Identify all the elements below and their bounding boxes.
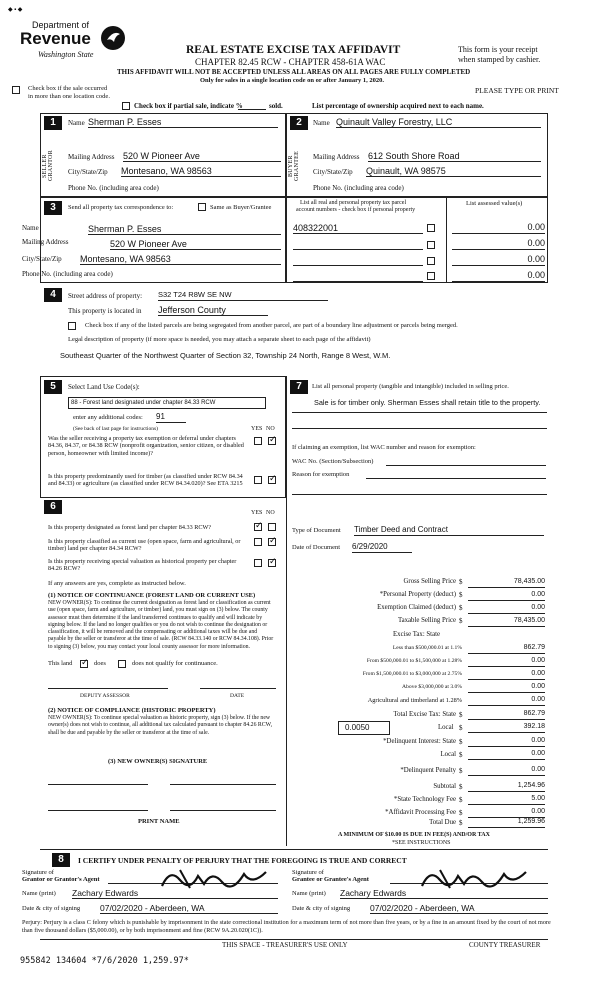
exemption-dollar-sign: $ — [459, 604, 463, 612]
see-instructions-note: *SEE INSTRUCTIONS — [392, 840, 451, 846]
notice-2-title: (2) NOTICE OF COMPLIANCE (HISTORIC PROPERTY) — [48, 707, 216, 714]
section-5-number: 5 — [44, 380, 62, 394]
s5-question-2: Is this property predominantly used for timber (as classified under RCW 84.34 and 84.33) or agriculture (as classified under RCW 84.34.020)? See ETA 3215 — [48, 473, 243, 487]
assessed-value-3[interactable]: 0.00 — [452, 254, 545, 266]
tech-dollar-sign: $ — [459, 796, 463, 804]
bracket-3000k-field[interactable]: 0.00 — [468, 670, 545, 680]
delinquent-local-field[interactable]: 0.00 — [468, 750, 545, 760]
s6-q3-no-checkbox[interactable] — [268, 559, 276, 567]
s6-q2-yes-checkbox[interactable] — [254, 538, 262, 546]
seller-address-field[interactable]: 520 W Pioneer Ave — [123, 151, 281, 162]
taxable-selling-field[interactable]: 78,435.00 — [468, 617, 545, 627]
send-correspondence-label: Send all property tax correspondence to: — [68, 204, 174, 211]
grantor-date-label: Date & city of signing — [22, 905, 81, 912]
subtotal-dollar-sign: $ — [459, 783, 463, 791]
partial-sale-label: Check box if partial sale, indicate % — [134, 102, 243, 110]
local-tax-label: Local — [438, 724, 454, 731]
assessed-value-2[interactable]: 0.00 — [452, 238, 545, 250]
section-8-number: 8 — [52, 853, 70, 867]
perjury-statement: Perjury: Perjury is a class C felony which is punishable by imprisonment in the state correctional institution for a maximum term of not more than five years, or by a fine in an amount fixed by the court of not more than five thousand dollars ($5,000.00), or by both imprisonment and fine (RCW 9A.20.020(1C)). — [22, 919, 551, 934]
personal-property-checkbox-3[interactable] — [427, 257, 435, 265]
s5-q1-yes-checkbox[interactable] — [254, 437, 262, 445]
section-2-number: 2 — [290, 116, 308, 130]
footer-rule — [40, 939, 548, 940]
local-dollar-sign: $ — [459, 724, 463, 732]
delinquent-state-field[interactable]: 0.00 — [468, 737, 545, 747]
print-name-line-2[interactable] — [170, 810, 276, 811]
s6-question-3: Is this property receiving special valuation as historical property per chapter 84.26 RCW? — [48, 558, 237, 572]
wac-label: WAC No. (Section/Subsection) — [292, 458, 374, 465]
personal-property-label: List all personal property (tangible and intangible) included in selling price. — [312, 383, 509, 390]
grantee-name-field[interactable]: Zachary Edwards — [340, 888, 548, 899]
grantor-name-field[interactable]: Zachary Edwards — [72, 888, 278, 899]
subtotal-label: Subtotal — [433, 783, 456, 790]
assessed-value-1[interactable]: 0.00 — [452, 222, 545, 234]
parcel-field-3[interactable] — [293, 256, 423, 266]
taxable-dollar-sign: $ — [459, 617, 463, 625]
notice-1-title: (1) NOTICE OF CONTINUANCE (FOREST LAND OR CURRENT USE) — [48, 592, 256, 599]
s6-yes-head: YES — [251, 510, 263, 516]
buyer-address-label: Mailing Address — [313, 153, 360, 161]
bracket-under-500k-field[interactable]: 862.79 — [468, 644, 545, 654]
s6-q1-yes-checkbox[interactable] — [254, 523, 262, 531]
delinquent-local-label: Local — [440, 751, 456, 758]
personal-property-checkbox-2[interactable] — [427, 241, 435, 249]
partial-percent-field[interactable] — [238, 102, 266, 110]
total-excise-state-label: Total Excise Tax: State — [393, 711, 456, 718]
document-date-label: Date of Document — [292, 544, 341, 551]
total-excise-state-field[interactable]: 862.79 — [468, 710, 545, 720]
seller-phone-label: Phone No. (including area code) — [68, 184, 159, 192]
deputy-date-line[interactable] — [200, 688, 276, 689]
notice-1-text: NEW OWNER(S): To continue the current designation as forest land or classification as current use (open space, farm and agriculture, or timber) land, you must sign on (3) below. The county assessor must then determine if the land transferred continues to qualify and will indicate by signing below. If the land no longer qualifies or you do not wish to continue the designation or classification, it will be removed and the compensating or additional taxes will be due and payable by the seller or transferor at the time of sale. (RCW 84.33.140 or RCW 84.34.108). Prior to signing (3) below, you may contact your local county assessor for more information. — [48, 600, 274, 650]
s6-question-1: Is this property designated as forest land per chapter 84.33 RCW? — [48, 524, 212, 531]
delinquent-state-label: *Delinquent Interest: State — [383, 738, 456, 745]
section-1-number: 1 — [44, 116, 62, 130]
grantor-date-field[interactable]: 07/02/2020 - Aberdeen, WA — [100, 903, 278, 914]
street-address-field[interactable]: S32 T24 R8W SE NW — [158, 290, 328, 301]
document-type-label: Type of Document — [292, 527, 341, 534]
new-owner-signature-line-2[interactable] — [170, 784, 276, 785]
grantor-signature-label-2: Grantor or Grantor's Agent — [22, 876, 100, 883]
grantee-signature-label-2: Grantee or Grantee's Agent — [292, 876, 369, 883]
ownership-note: List percentage of ownership acquired next to each name. — [312, 102, 484, 110]
agri-timber-field[interactable]: 0.00 — [468, 696, 545, 706]
tech-fee-field[interactable]: 5.00 — [468, 795, 545, 805]
partial-sale-checkbox[interactable] — [122, 102, 130, 110]
assessed-value-4[interactable]: 0.00 — [452, 270, 545, 282]
personal-property-checkbox-4[interactable] — [427, 272, 435, 280]
seller-name-label: Name — [68, 119, 85, 127]
dept-line3: Washington State — [38, 50, 94, 59]
exemption-claimed-label: Exemption Claimed (deduct) — [377, 604, 456, 611]
partial-sold-label: sold. — [269, 102, 283, 110]
delinq-local-dollar-sign: $ — [459, 751, 463, 759]
assessed-head: List assessed value(s) — [466, 200, 523, 207]
seller-address-label: Mailing Address — [68, 153, 115, 161]
reason-label: Reason for exemption — [292, 471, 350, 478]
grantor-name-label: Name (print) — [22, 890, 56, 897]
form-title: REAL ESTATE EXCISE TAX AFFIDAVIT — [186, 44, 401, 56]
s3-name-label: Name — [22, 224, 39, 232]
logo-marks: ◆ ▪ ◆ — [8, 7, 23, 13]
affidavit-fee-field[interactable]: 0.00 — [468, 808, 545, 818]
grantee-name-label: Name (print) — [292, 890, 326, 897]
s5-q2-yes-checkbox[interactable] — [254, 476, 262, 484]
see-back-note: (See back of last page for instructions) — [73, 426, 158, 432]
gross-selling-label: Gross Selling Price — [403, 578, 456, 585]
new-owner-signature-line-1[interactable] — [48, 784, 148, 785]
additional-codes-field[interactable]: 91 — [156, 412, 186, 423]
s3-city-field[interactable]: Montesano, WA 98563 — [80, 254, 281, 265]
s3-city-label: City/State/Zip — [22, 255, 62, 263]
buyer-city-field[interactable]: Quinault, WA 98575 — [366, 166, 541, 177]
multi-location-checkbox[interactable] — [12, 86, 20, 94]
personal-deduct-label: *Personal Property (deduct) — [379, 591, 456, 598]
s3-address-field[interactable]: 520 W Pioneer Ave — [110, 239, 281, 250]
exemption-label: If claiming an exemption, list WAC number and reason for exemption: — [292, 444, 476, 451]
s3-phone-label: Phone No. (including area code) — [22, 270, 113, 278]
document-date-field[interactable]: 6/29/2020 — [352, 542, 412, 553]
buyer-side-label: BUYER GRANTEE — [288, 150, 300, 182]
bracket-above-label: Above $3,000,000 at 3.0% — [402, 684, 462, 690]
grantee-date-label: Date & city of signing — [292, 905, 351, 912]
section-3-number: 3 — [44, 201, 62, 215]
seller-city-field[interactable]: Montesano, WA 98563 — [121, 166, 281, 177]
total-due-label: Total Due — [429, 819, 456, 826]
land-does-label: does — [94, 660, 106, 667]
additional-codes-label: enter any additional codes: — [73, 414, 143, 421]
form-chapter: CHAPTER 82.45 RCW - CHAPTER 458-61A WAC — [195, 57, 386, 67]
penalty-dollar-sign: $ — [459, 767, 463, 775]
revenue-swirl-icon — [101, 26, 125, 50]
county-field[interactable]: Jefferson County — [158, 305, 268, 316]
section-8-rule — [40, 849, 548, 850]
subtotal-field[interactable]: 1,254.96 — [468, 782, 545, 792]
deputy-assessor-label: DEPUTY ASSESSOR — [80, 693, 130, 699]
parcel-field-4[interactable] — [293, 272, 423, 282]
deputy-assessor-signature-line[interactable] — [48, 688, 168, 689]
s5-question-1: Was the seller receiving a property tax exemption or deferral under chapters 84.36, 84.37, or 84.38 RCW (nonprofit organization, senior citizen, or disabled person, homeowner with limited income)? — [48, 435, 244, 457]
delinq-state-dollar-sign: $ — [459, 738, 463, 746]
exemption-claimed-field[interactable]: 0.00 — [468, 604, 545, 614]
print-name-line-1[interactable] — [48, 810, 148, 811]
land-use-select[interactable]: 88 - Forest land designated under chapter 84.33 RCW — [68, 397, 266, 409]
completion-warning: THIS AFFIDAVIT WILL NOT BE ACCEPTED UNLESS ALL AREAS ON ALL PAGES ARE FULLY COMPLETED — [117, 68, 471, 76]
any-yes-note: If any answers are yes, complete as instructed below. — [48, 580, 186, 587]
total-state-dollar-sign: $ — [459, 711, 463, 719]
same-as-buyer-label: Same as Buyer/Grantee — [210, 204, 272, 211]
s6-no-head: NO — [266, 510, 275, 516]
gross-dollar-sign: $ — [459, 578, 463, 586]
print-name-label: PRINT NAME — [138, 818, 180, 825]
buyer-address-field[interactable]: 612 South Shore Road — [368, 151, 541, 162]
personal-property-line-2 — [292, 412, 547, 413]
notice-2-text: NEW OWNER(S): To continue special valuation as historic property, sign (3) below. If the new owner(s) does not wish to continue, all additional tax calculated pursuant to chapter 84.26 RCW, shall be due and payable by the seller or transferor at the time of sale. — [48, 715, 273, 736]
local-rate-box[interactable]: 0.0050 — [338, 721, 390, 735]
dept-line2: Revenue — [20, 29, 91, 48]
personal-deduct-field[interactable]: 0.00 — [468, 591, 545, 601]
land-does-not-checkbox[interactable] — [118, 660, 126, 668]
legal-description-field[interactable]: Southeast Quarter of the Northwest Quarter of Section 32, Township 24 North, Range 8 West, W.M. — [60, 351, 391, 360]
s6-question-2: Is this property classified as current use (open space, farm and agricultural, or timber) land per chapter 84.34 RCW? — [48, 538, 241, 552]
buyer-city-label: City/State/Zip — [313, 168, 353, 176]
s5-q1-no-checkbox[interactable] — [268, 437, 276, 445]
local-tax-field[interactable]: 392.18 — [468, 723, 545, 733]
county-treasurer-label: COUNTY TREASURER — [469, 941, 541, 949]
s5-q2-no-checkbox[interactable] — [268, 476, 276, 484]
personal-property-checkbox-1[interactable] — [427, 224, 435, 232]
bracket-1500k-field[interactable]: 0.00 — [468, 657, 545, 667]
treasurer-use-only: THIS SPACE - TREASURER'S USE ONLY — [222, 941, 348, 949]
multi-location-label-1: Check box if the sale occurred — [28, 85, 108, 92]
cashier-stamp: 955842 134604 *7/6/2020 1,259.97* — [20, 956, 189, 966]
grantee-date-field[interactable]: 07/02/2020 - Aberdeen, WA — [370, 903, 548, 914]
type-or-print: PLEASE TYPE OR PRINT — [475, 86, 559, 95]
only-for-note: Only for sales in a single location code on or after January 1, 2020. — [200, 77, 384, 84]
parcel-field-2[interactable] — [293, 240, 423, 250]
buyer-name-field[interactable]: Quinault Valley Forestry, LLC — [336, 117, 541, 128]
seller-city-label: City/State/Zip — [68, 168, 108, 176]
parcel-column-divider — [446, 197, 447, 283]
certify-statement: I CERTIFY UNDER PENALTY OF PERJURY THAT THE FOREGOING IS TRUE AND CORRECT — [78, 856, 407, 865]
affidavit-fee-label: *Affidavit Processing Fee — [385, 809, 456, 816]
s5-yes-head: YES — [251, 426, 263, 432]
document-type-field[interactable]: Timber Deed and Contract — [354, 525, 544, 536]
land-does-checkbox[interactable] — [80, 660, 88, 668]
section-7-number: 7 — [290, 380, 308, 394]
affidavit-dollar-sign: $ — [459, 809, 463, 817]
buyer-name-label: Name — [313, 119, 330, 127]
dor-logo — [4, 4, 134, 66]
receipt-note-1: This form is your receipt — [458, 45, 538, 54]
total-dollar-sign: $ — [459, 819, 463, 827]
total-due-field[interactable]: 1,259.96 — [468, 818, 545, 828]
segregated-label: Check box if any of the listed parcels are being segregated from another parcel, are part of a boundary line adjustment or parcels being merged. — [85, 322, 458, 329]
multi-location-label-2: in more than one location code. — [28, 93, 110, 100]
delinquent-penalty-field[interactable]: 0.00 — [468, 766, 545, 776]
agri-timber-label: Agricultural and timberland at 1.28% — [367, 697, 462, 704]
same-as-buyer-checkbox[interactable] — [198, 203, 206, 211]
section-4-number: 4 — [44, 288, 62, 302]
parcel-number-field[interactable]: 408322001 — [293, 223, 423, 234]
deputy-date-label: DATE — [230, 693, 245, 699]
gross-selling-field[interactable]: 78,435.00 — [468, 578, 545, 588]
this-land-label: This land — [48, 660, 73, 667]
s3-name-field[interactable]: Sherman P. Esses — [88, 224, 281, 235]
grantee-signature-label-1: Signature of — [292, 869, 324, 876]
s6-q1-no-checkbox[interactable] — [268, 523, 276, 531]
s5-no-head: NO — [266, 426, 275, 432]
street-address-label: Street address of property: — [68, 292, 143, 300]
land-use-label: Select Land Use Code(s): — [68, 383, 140, 391]
seller-side-label: SELLER GRANTOR — [42, 150, 54, 182]
excise-tax-state-head: Excise Tax: State — [393, 631, 440, 638]
personal-dollar-sign: $ — [459, 591, 463, 599]
s6-q3-yes-checkbox[interactable] — [254, 559, 262, 567]
s3-address-label: Mailing Address — [22, 238, 69, 246]
receipt-note-2: when stamped by cashier. — [458, 55, 541, 64]
delinquent-penalty-label: *Delinquent Penalty — [400, 767, 456, 774]
section-divider-vertical — [286, 376, 287, 846]
land-does-not-label: does not qualify for continuance. — [132, 660, 218, 667]
located-in-label: This property is located in — [68, 307, 142, 315]
parcel-head-2: account numbers - check box if personal property — [296, 207, 416, 213]
notice-3-title: (3) NEW OWNER(S) SIGNATURE — [108, 758, 208, 765]
grantor-signature-label-1: Signature of — [22, 869, 54, 876]
taxable-selling-label: Taxable Selling Price — [397, 617, 456, 624]
seller-name-field[interactable]: Sherman P. Esses — [88, 117, 278, 128]
bracket-above-field[interactable]: 0.00 — [468, 683, 545, 693]
bracket-under-500k-label: Less than $500,000.01 at 1.1% — [392, 645, 462, 651]
segregated-checkbox[interactable] — [68, 322, 76, 330]
bracket-3000k-label: From $1,500,000.01 to $3,000,000 at 2.75% — [362, 671, 462, 677]
dept-line1: Department of — [32, 20, 90, 30]
personal-property-field[interactable]: Sale is for timber only. Sherman Esses shall retain title to the property. — [314, 398, 541, 407]
personal-property-line-3 — [292, 428, 547, 429]
buyer-phone-label: Phone No. (including area code) — [313, 184, 404, 192]
reason-line-2 — [292, 494, 547, 495]
legal-description-label: Legal description of property (if more space is needed, you may attach a separate sheet to each page of the affidavit) — [68, 336, 371, 343]
parcel-head-1: List all real and personal property tax parcel — [300, 200, 407, 206]
wac-field[interactable] — [386, 465, 546, 466]
tech-fee-label: *State Technology Fee — [393, 796, 456, 803]
reason-field[interactable] — [366, 478, 546, 479]
bracket-1500k-label: From $500,000.01 to $1,500,000 at 1.28% — [366, 658, 462, 664]
s6-q2-no-checkbox[interactable] — [268, 538, 276, 546]
minimum-due-note: A MINIMUM OF $10.00 IS DUE IN FEE(S) AND/OR TAX — [338, 832, 490, 838]
section-6-number: 6 — [44, 500, 62, 514]
